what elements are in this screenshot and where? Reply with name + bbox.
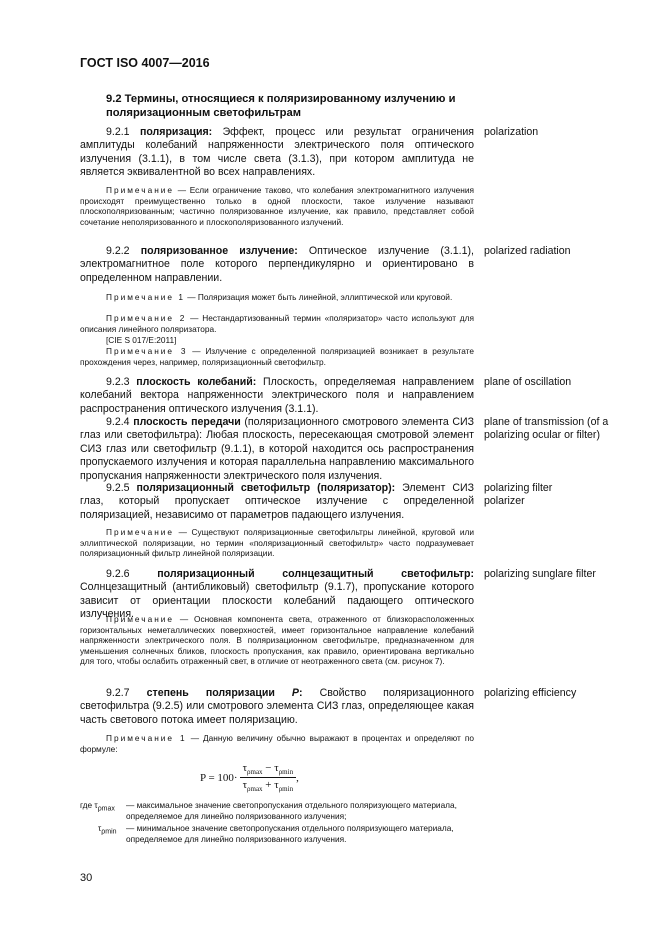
document-header: ГОСТ ISO 4007—2016 [80, 56, 210, 70]
note-text: — Поляризация может быть линейной, эллиптической или круговой. [184, 292, 453, 302]
term-name: поляризационный светофильтр (поляризатор): [136, 482, 396, 494]
note-label: Примечание 1 [106, 733, 187, 743]
symbol-tau-min: $\tau_{\rho min}$ [98, 823, 117, 836]
term-name: поляризация: [139, 126, 213, 138]
term-english-9-2-1: polarization [484, 126, 539, 138]
term-english-synonym: polarizer [484, 495, 525, 508]
term-definition: (поляризационного смотрового элемента СИЗ глаз или светофильтра): Любая плоскость, пересекающая смотровой элемент СИЗ глаз или светофильтр (9.1.1), в которой находится ось распространения пропускаемого излучения и которая параллельна направлению максимального пропускания напряженности электрического поля излучения. [80, 416, 474, 482]
note-text: — Если ограничение таково, что колебания электромагнитного излучения происходят преимущественно только в одной плоскости, такое излучение называют плоскополяризованным; частично поляризованное излучение, как правило, представляет собой сочетание неполяризованного и плоскополяризованного излучений. [80, 185, 474, 227]
term-number: 9.2.2 [106, 245, 141, 257]
note-text: — Основная компонента света, отраженного от близкорасположенных горизонтальных неметаллических поверхностей, имеет горизонтальное направление колебаний напряженности электрического поля. В поляризационном светофильтре, предназначенном для уменьшения солнечных бликов, плоскость пропускания, как правило, ориентирована вертикально для того, чтобы ослабить отраженный свет, в отличие от неотраженного света (см. рисунок 7). [80, 614, 474, 667]
note-label: Примечание 1 [106, 292, 185, 302]
note-9-2-5 [80, 527, 474, 559]
term-definition: Оптическое излучение (3.1.1), электромагнитное поле которого перпендикулярно и ориентировано в определенном направлении. [80, 245, 474, 284]
term-english-primary: polarizing filter [484, 482, 553, 494]
term-9-2-7 [80, 687, 474, 727]
term-definition: Свойство поляризационного светофильтра (9.2.5) или смотрового элемента СИЗ глаз, определяющее какая часть светового потока имеет поляризацию. [80, 687, 474, 726]
note-text: — Излучение с определенной поляризацией возникает в результате прохождения через, например, поляризационный светофильтр. [80, 346, 474, 367]
term-name: степень поляризации [146, 687, 292, 699]
term-name: поляризованное излучение: [140, 245, 298, 257]
formula-end: , [296, 771, 299, 784]
term-definition: Плоскость, определяемая направлением колебаний вектора напряженности электрического поля и направлением распространения оптического излучения (3.1.1). [80, 376, 474, 415]
term-definition: Солнцезащитный (антибликовый) светофильтр (9.1.7), пропускание которого зависит от ориентации плоскости колебаний падающего оптического излучения. [80, 581, 474, 621]
term-number: 9.2.7 [106, 687, 147, 699]
term-9-2-5 [80, 482, 474, 522]
symbol-tau-max: $\tau_{\rho max}$ [94, 800, 115, 813]
note-9-2-7-1 [80, 733, 474, 754]
term-9-2-4 [80, 416, 474, 483]
formula-lhs: P = 100· [200, 771, 238, 784]
term-9-2-3 [80, 376, 474, 416]
note-9-2-6 [80, 614, 474, 667]
polarization-formula [200, 762, 299, 793]
term-definition: Элемент СИЗ глаз, который пропускает оптическое излучение с определенной поляризацией, независимо от параметров падающего излучения. [80, 482, 474, 521]
where-label: где [80, 800, 93, 810]
note-9-2-2-1 [80, 292, 474, 303]
term-number: 9.2.4 [106, 416, 134, 428]
term-name: плоскость передачи [133, 416, 241, 428]
where-def-min: — минимальное значение светопропускания отдельного поляризующего материала, определяемое для линейно поляризованного излучения. [126, 823, 454, 844]
term-number: 9.2.3 [106, 376, 137, 388]
term-english-9-2-5 [484, 482, 644, 509]
term-symbol: P [291, 687, 299, 699]
term-number: 9.2.1 [106, 126, 140, 138]
note-text: — Существуют поляризационные светофильтры линейной, круговой или эллиптической поляризации, но термин «поляризационный светофильтр» часто подразумевает поляризационный фильтр линейной поляризации. [80, 527, 474, 559]
note-text: — Данную величину обычно выражают в процентах и определяют по формуле: [80, 733, 474, 754]
formula-numerator: $\tau_{\rho max} - \tau_{\rho min}$ [240, 762, 297, 778]
term-colon: : [299, 687, 303, 699]
term-definition: Эффект, процесс или результат ограничения амплитуды колебаний напряженности электрического поля оптического излучения (3.1.1), в том числе света (3.1.3), при котором амплитуда не является эквивалентной во всех направлениях. [80, 126, 474, 179]
page-number: 30 [80, 872, 93, 884]
note-label: Примечание 2 [106, 313, 187, 323]
term-number: 9.2.5 [106, 482, 137, 494]
term-name: поляризационный солнцезащитный светофильтр: [157, 568, 474, 580]
term-english-9-2-2: polarized radiation [484, 245, 571, 257]
term-english-9-2-6: polarizing sunglare filter [484, 568, 596, 580]
term-english-9-2-4: plane of transmission (of a polarizing ocular or filter) [484, 416, 609, 442]
term-name: плоскость колебаний: [136, 376, 257, 388]
note-text: — Нестандартизованный термин «поляризатор» часто используют для описания линейного поляризатора. [80, 313, 474, 334]
note-label: Примечание [106, 527, 175, 537]
note-label: Примечание [106, 185, 175, 195]
term-number: 9.2.6 [106, 568, 158, 580]
note-9-2-2-2 [80, 313, 474, 334]
formula-fraction [240, 762, 297, 793]
note-9-2-1 [80, 185, 474, 227]
note-9-2-2-3 [80, 346, 474, 367]
where-def-max: — максимальное значение светопропускания отдельного поляризующего материала, определяемое для линейно поляризованного излучения; [126, 800, 457, 821]
note-label: Примечание 3 [106, 346, 188, 356]
term-english-9-2-7: polarizing efficiency [484, 687, 577, 699]
section-title: 9.2 Термины, относящиеся к поляризированному излучению и поляризационным светофильтрам [106, 93, 456, 119]
term-english-9-2-3: plane of oscillation [484, 376, 572, 388]
note-label: Примечание [106, 614, 175, 624]
formula-denominator: $\tau_{\rho max} + \tau_{\rho min}$ [242, 779, 294, 794]
term-9-2-1 [80, 126, 474, 180]
reference-cie: [CIE S 017/E:2011] [106, 335, 177, 345]
term-9-2-2 [80, 245, 474, 285]
